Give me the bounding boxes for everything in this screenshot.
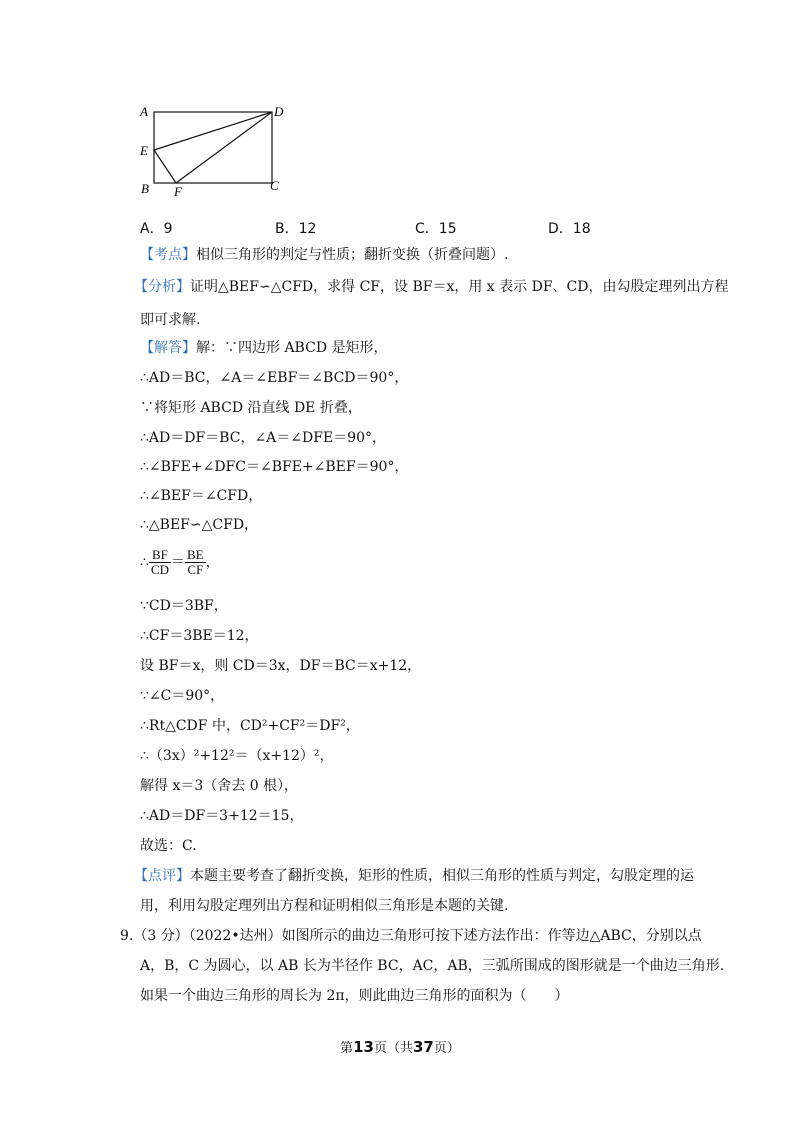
footer-post: 页）	[433, 1041, 460, 1056]
ratio-suffix: ，	[205, 554, 220, 571]
page-total: 37	[413, 1038, 434, 1056]
step-line: ∴∠BFE+∠DFC＝∠BFE+∠BEF＝90°，	[140, 459, 409, 475]
rectangle-fold-diagram	[138, 100, 298, 200]
label-c: C	[270, 178, 279, 193]
rectangle-abcd	[154, 112, 272, 183]
label-d: D	[274, 104, 284, 119]
option-a	[140, 218, 173, 238]
step-line: ∴CF＝3BE＝12，	[140, 628, 259, 644]
label-b: B	[141, 181, 149, 196]
option-value: 12	[298, 221, 317, 237]
question-9-line-1: 9.（3 分）（2022•达州）如图所示的曲边三角形可按下述方法作出：作等边△ABC，分别以点	[120, 928, 702, 944]
step-line: ∴AD＝DF＝3+12＝15，	[140, 808, 304, 824]
fraction-numerator: BF	[149, 548, 171, 563]
segment-fd	[176, 112, 272, 183]
kaodian-text: 相似三角形的判定与性质；翻折变换（折叠问题）.	[196, 247, 509, 263]
geometry-figure	[138, 100, 298, 200]
fenxi-line-2: 即可求解.	[140, 312, 201, 328]
page-footer	[0, 1037, 800, 1056]
question-9-line-3: 如果一个曲边三角形的周长为 2π，则此曲边三角形的面积为（ ）	[140, 988, 569, 1004]
fraction-denominator: CD	[150, 562, 169, 577]
ratio-equals: ＝	[170, 554, 185, 571]
step-line: 设 BF＝x，则 CD＝3x，DF＝BC＝x+12，	[140, 658, 422, 674]
segment-ef	[154, 150, 176, 183]
footer-mid: 页（共	[373, 1041, 413, 1056]
label-e: E	[140, 143, 148, 158]
fenxi-line-1	[134, 277, 728, 297]
option-value: 15	[438, 221, 457, 237]
dianping-line-2: 用，利用勾股定理列出方程和证明相似三角形是本题的关键.	[140, 898, 509, 914]
jieda-line-1	[140, 338, 388, 358]
jieda-text-1: 解：∵四边形 ABCD 是矩形，	[196, 340, 388, 356]
step-line: 解得 x＝3（舍去 0 根），	[140, 778, 299, 794]
ratio-prefix: ∴	[140, 554, 149, 571]
page-number: 13	[353, 1038, 374, 1056]
step-line: ∴（3x）²+12²＝（x+12）²，	[140, 748, 334, 764]
label-a: A	[140, 104, 148, 119]
fraction-denominator: CF	[187, 562, 204, 577]
fraction-numerator: BE	[186, 547, 204, 562]
option-value: 18	[572, 221, 591, 237]
footer-pre: 第	[340, 1041, 354, 1056]
question-9-line-2: A，B，C 为圆心，以 AB 长为半径作 BC，AC，AB，三弧所围成的图形就是一个曲边三角形.	[140, 958, 725, 974]
option-key: A．	[140, 221, 164, 237]
step-line: ∵将矩形 ABCD 沿直线 DE 折叠，	[140, 400, 362, 416]
ratio-line	[140, 548, 220, 577]
segment-ed	[154, 112, 272, 150]
option-key: B．	[275, 221, 299, 237]
step-line: ∴∠BEF＝∠CFD，	[140, 488, 263, 504]
step-line: ∴AD＝BC，∠A＝∠EBF＝∠BCD＝90°，	[140, 370, 409, 386]
step-line: ∴△BEF∽△CFD，	[140, 517, 259, 533]
option-key: D．	[548, 221, 573, 237]
fraction-bf-cd	[149, 548, 171, 577]
option-d	[548, 218, 591, 238]
step-line: ∴AD＝DF＝BC，∠A＝∠DFE＝90°，	[140, 430, 386, 446]
fenxi-text-1: 证明△BEF∽△CFD，求得 CF，设 BF＝x，用 x 表示 DF、CD，由勾股定理列出方程	[190, 279, 729, 295]
dianping-text-1: 本题主要考查了翻折变换，矩形的性质，相似三角形的性质与判定，勾股定理的运	[190, 868, 694, 884]
option-value: 9	[163, 221, 173, 237]
dianping-line-1	[134, 866, 694, 886]
step-line: 故选：C.	[140, 838, 197, 854]
option-key: C．	[415, 221, 439, 237]
option-b	[275, 218, 316, 238]
step-line: ∴Rt△CDF 中，CD²+CF²＝DF²，	[140, 718, 360, 734]
fraction-be-cf	[185, 548, 206, 577]
option-c	[415, 218, 457, 238]
step-line: ∵∠C＝90°，	[140, 688, 225, 704]
jieda-tag: 【解答】	[140, 340, 196, 356]
fenxi-tag: 【分析】	[134, 279, 190, 295]
kaodian-line	[140, 245, 508, 265]
label-f: F	[174, 184, 182, 199]
dianping-tag: 【点评】	[134, 868, 190, 884]
step-line: ∵CD＝3BF，	[140, 598, 228, 614]
kaodian-tag: 【考点】	[140, 247, 196, 263]
